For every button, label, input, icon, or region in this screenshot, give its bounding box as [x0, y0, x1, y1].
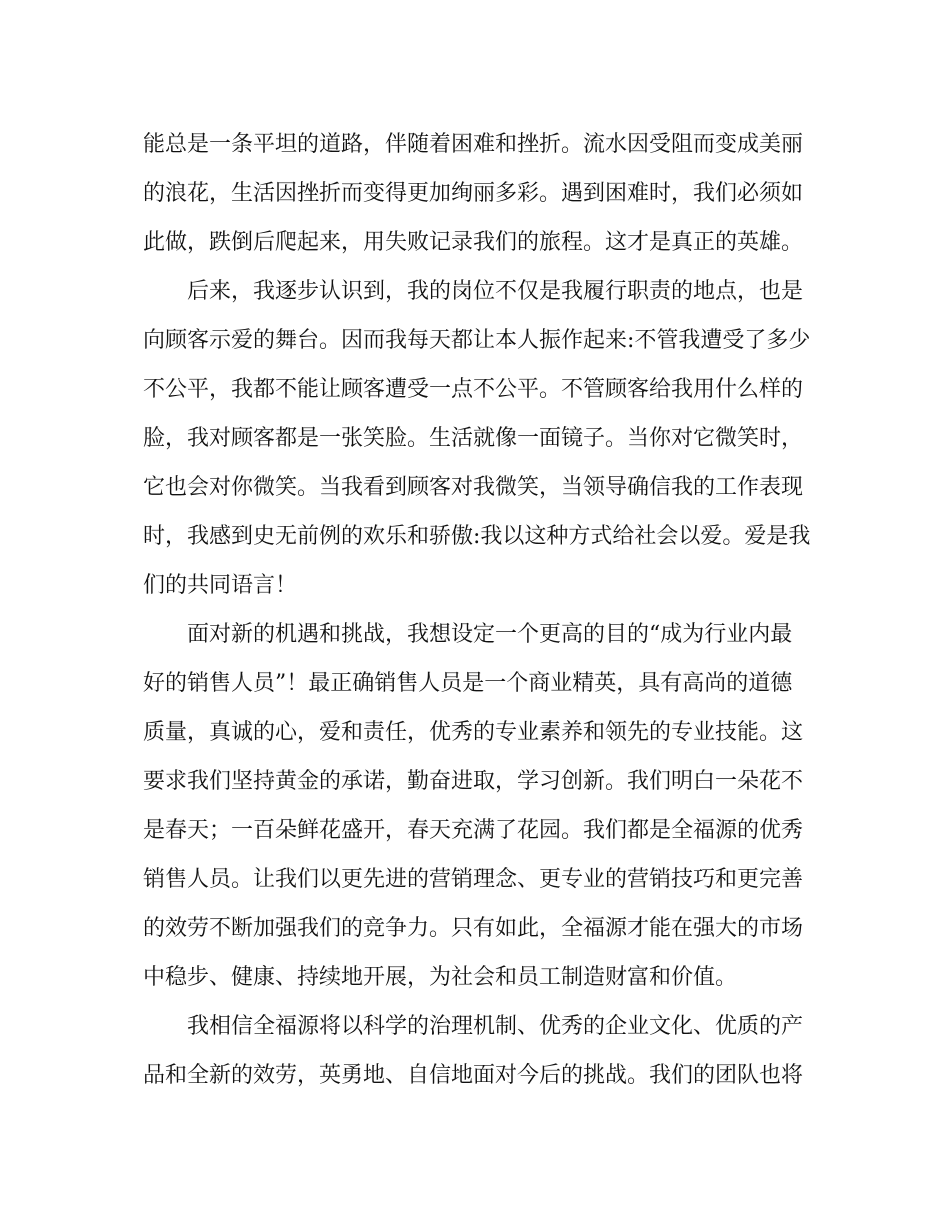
text-line-9: 时，我感到史无前例的欢乐和骄傲:我以这种方式给社会以爱。爱是我 — [143, 524, 811, 549]
text-line-7: 脸，我对顾客都是一张笑脸。生活就像一面镜子。当你对它微笑时， — [143, 426, 804, 451]
text-line-17: 的效劳不断加强我们的竞争力。只有如此，全福源才能在强大的市场 — [143, 916, 804, 941]
text-line-12: 好的销售人员”！最正确销售人员是一个商业精英，具有高尚的道德 — [143, 671, 793, 696]
text-line-2: 的浪花，生活因挫折而变得更加绚丽多彩。遇到困难时，我们必须如 — [143, 181, 804, 206]
text-line-4: 后来，我逐步认识到，我的岗位不仅是我履行职责的地点，也是 — [187, 279, 804, 304]
text-line-6: 不公平，我都不能让顾客遭受一点不公平。不管顾客给我用什么样的 — [143, 377, 804, 402]
text-line-13: 质量，真诚的心，爱和责任，优秀的专业素养和领先的专业技能。这 — [143, 720, 804, 745]
text-line-16: 销售人员。让我们以更先进的营销理念、更专业的营销技巧和更完善 — [143, 867, 804, 892]
text-line-1: 能总是一条平坦的道路，伴随着困难和挫折。流水因受阻而变成美丽 — [143, 132, 804, 157]
text-line-20: 品和全新的效劳，英勇地、自信地面对今后的挑战。我们的团队也将 — [143, 1063, 804, 1088]
text-line-18: 中稳步、健康、持续地开展，为社会和员工制造财富和价值。 — [143, 965, 738, 990]
text-line-19: 我相信全福源将以科学的治理机制、优秀的企业文化、优质的产 — [187, 1014, 804, 1039]
text-line-14: 要求我们坚持黄金的承诺，勤奋进取，学习创新。我们明白一朵花不 — [143, 769, 804, 794]
text-line-3: 此做，跌倒后爬起来，用失败记录我们的旅程。这才是真正的英雄。 — [143, 230, 804, 255]
text-line-15: 是春天；一百朵鲜花盛开，春天充满了花园。我们都是全福源的优秀 — [143, 818, 804, 843]
text-line-10: 们的共同语言！ — [143, 573, 298, 598]
text-line-8: 它也会对你微笑。当我看到顾客对我微笑，当领导确信我的工作表现 — [143, 475, 804, 500]
text-line-11: 面对新的机遇和挑战，我想设定一个更高的目的“成为行业内最 — [187, 622, 793, 647]
text-line-5: 向顾客示爱的舞台。因而我每天都让本人振作起来:不管我遭受了多少 — [143, 328, 811, 353]
